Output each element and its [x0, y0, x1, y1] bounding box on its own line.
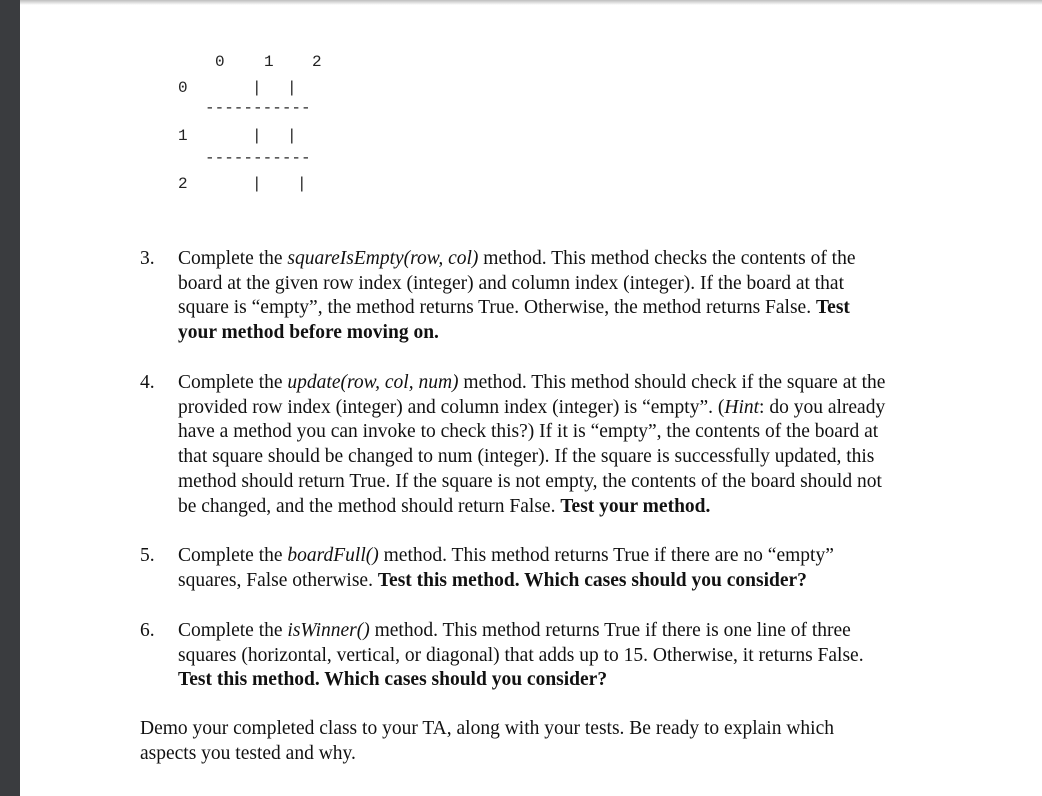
italic-text: update(row, col, num) — [287, 372, 459, 393]
row-header: 0 — [178, 79, 188, 97]
item-text — [178, 619, 918, 693]
cell-separator: | — [297, 175, 307, 193]
text-line: Complete the boardFull() method. This method returns True if there are no “empty” — [178, 545, 834, 566]
closing-paragraph — [140, 717, 834, 766]
bold-text: Test your method. — [560, 495, 711, 517]
item-number: 6. — [140, 620, 155, 641]
cell-separator: | — [252, 175, 262, 193]
closing-line: aspects you tested and why. — [140, 742, 356, 764]
bold-text: Test — [815, 297, 850, 319]
cell-separator: | — [252, 79, 262, 97]
row-header: 2 — [178, 175, 188, 193]
italic-text: boardFull() — [287, 545, 379, 566]
row-rule: ----------- — [205, 149, 311, 167]
text-line: method should return True. If the square is not empty, the contents of the board should not — [178, 470, 882, 492]
text-line: Complete the isWinner() method. This method returns True if there is one line of three — [178, 620, 851, 641]
cell-separator: | — [252, 127, 262, 145]
bold-text: Test this method. Which cases should you consider? — [377, 569, 807, 591]
cell-separator: | — [287, 127, 297, 145]
column-header: 1 — [264, 53, 274, 71]
row-header: 1 — [178, 127, 188, 145]
text-line: be changed, and the method should return False. Test your method. — [178, 495, 711, 517]
text-line: provided row index (integer) and column index (integer) is “empty”. (Hint: do you already — [178, 396, 886, 418]
italic-text: isWinner() — [287, 620, 370, 641]
closing-line: Demo your completed class to your TA, along with your tests. Be ready to explain which — [140, 718, 834, 739]
cell-separator: | — [287, 79, 297, 97]
bold-text: your method before moving on. — [178, 322, 439, 344]
item-number: 4. — [140, 372, 155, 393]
text-line: square is “empty”, the method returns True. Otherwise, the method returns False. Test — [178, 297, 850, 319]
text-line — [178, 668, 918, 693]
text-line: board at the given row index (integer) and column index (integer). If the board at that — [178, 272, 845, 294]
italic-text: Hint — [724, 396, 760, 418]
text-line: squares, False otherwise. Test this method. Which cases should you consider? — [178, 569, 807, 591]
bold-text: Test this method. Which cases should you consider? — [178, 669, 608, 691]
item-text — [178, 544, 918, 593]
document-page — [20, 0, 1042, 796]
column-header: 0 — [215, 53, 225, 71]
text-line: squares (horizontal, vertical, or diagonal) that adds up to 15. Otherwise, it returns False. — [178, 644, 864, 666]
viewer-left-bar — [0, 0, 20, 796]
italic-text: squareIsEmpty(row, col) — [287, 248, 479, 269]
text-line: have a method you can invoke to check this?) If it is “empty”, the contents of the board at — [178, 421, 879, 443]
text-line: that square should be changed to num (integer). If the square is successfully updated, this — [178, 446, 875, 468]
item-number: 3. — [140, 248, 155, 269]
column-header: 2 — [312, 53, 322, 71]
item-text — [178, 247, 918, 346]
text-line: Complete the squareIsEmpty(row, col) method. This method checks the contents of the — [178, 248, 856, 269]
text-line — [178, 321, 918, 346]
text-line: Complete the update(row, col, num) method. This method should check if the square at the — [178, 372, 886, 393]
row-rule: ----------- — [205, 99, 311, 117]
item-number: 5. — [140, 545, 155, 566]
item-text — [178, 371, 918, 519]
